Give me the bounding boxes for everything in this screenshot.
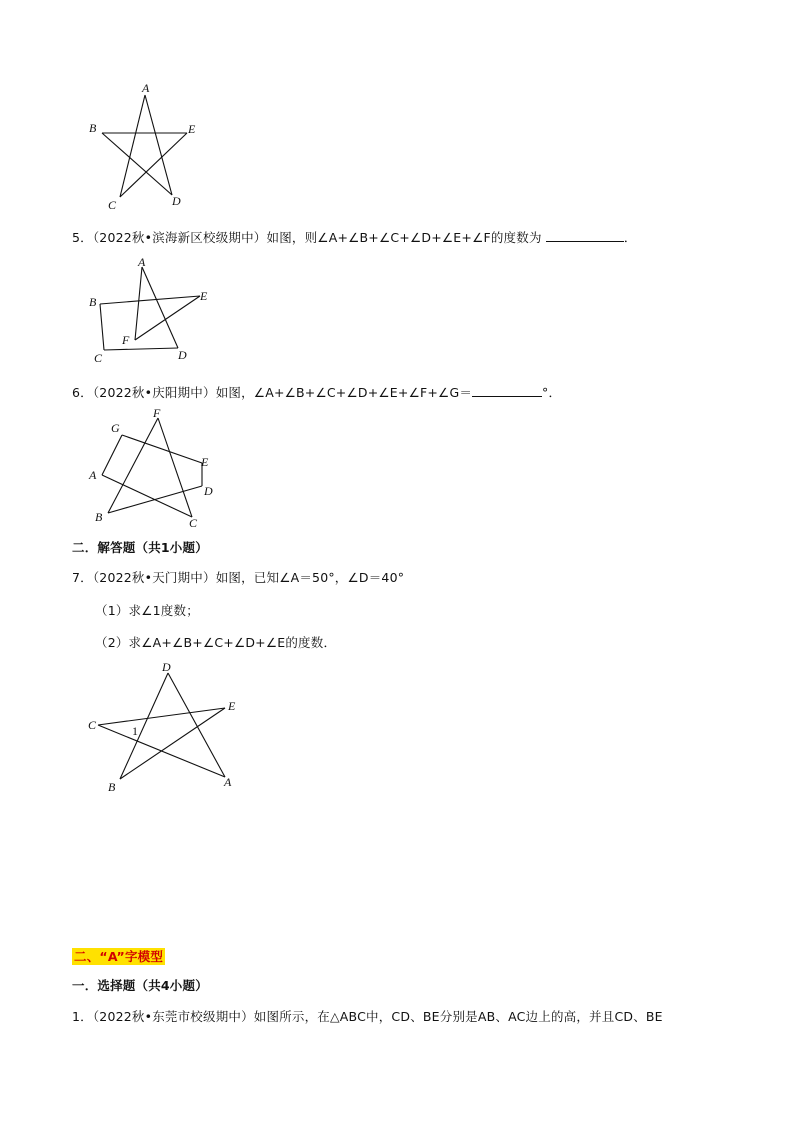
question-5-suffix: ． (623, 230, 637, 245)
question-5 (72, 228, 637, 246)
section-heading-choice: 一．选择题（共4小题） (72, 978, 208, 993)
segment-fe (135, 296, 200, 340)
segment-ad (142, 267, 178, 348)
figure-q7 (80, 655, 250, 795)
label-d: D (172, 194, 181, 208)
label-c: C (94, 351, 103, 365)
question-5-text: 5．（2022秋•滨海新区校级期中）如图，则∠A+∠B+∠C+∠D+∠E+∠F的度数为 (72, 230, 546, 245)
question-1: 1．（2022秋•东莞市校级期中）如图所示，在△ABC中，CD、BE分别是AB、AC边上的高，并且CD、BE (72, 1009, 663, 1024)
angle-1-label: 1 (132, 724, 138, 738)
answer-blank-5[interactable] (546, 229, 624, 242)
figure-q6 (80, 400, 230, 535)
question-7-part-2: （2）求∠A+∠B+∠C+∠D+∠E的度数． (95, 635, 337, 650)
answer-blank-6[interactable] (472, 384, 542, 397)
label-b: B (108, 780, 116, 794)
label-a: A (89, 468, 97, 482)
question-7-stem: 7．（2022秋•天门期中）如图，已知∠A＝50°，∠D＝40° (72, 570, 405, 585)
label-g: G (111, 421, 120, 435)
segment-da (168, 673, 225, 777)
segment-ec (120, 133, 187, 197)
label-e: E (200, 289, 208, 303)
label-b: B (89, 295, 97, 309)
figure-q5 (80, 252, 220, 367)
label-c: C (108, 198, 117, 212)
label-a: A (138, 255, 146, 269)
question-7-part-1: （1）求∠1度数； (95, 603, 199, 618)
segment-ga (102, 435, 122, 475)
segment-ac (120, 95, 145, 197)
segment-bd (108, 486, 202, 513)
question-6-text: 6．（2022秋•庆阳期中）如图，∠A+∠B+∠C+∠D+∠E+∠F+∠G＝ (72, 385, 473, 400)
label-e: E (228, 699, 236, 713)
label-e: E (188, 122, 196, 136)
star-diagram (80, 80, 200, 215)
figure-star-q4 (80, 80, 200, 215)
label-a: A (142, 81, 150, 95)
label-a: A (224, 775, 232, 789)
segment-cd (104, 348, 178, 350)
segment-bd (102, 133, 172, 195)
label-b: B (95, 510, 103, 524)
segment-ge (122, 435, 202, 463)
label-c: C (189, 516, 198, 530)
label-c: C (88, 718, 97, 732)
label-d: D (204, 484, 213, 498)
segment-fc (158, 418, 192, 517)
q5-diagram (80, 252, 220, 367)
segment-be (100, 296, 200, 304)
question-6 (72, 383, 561, 401)
segment-ad (145, 95, 172, 195)
label-f: F (122, 333, 130, 347)
segment-af (135, 267, 142, 340)
label-d: D (178, 348, 187, 362)
segment-bc (100, 304, 104, 350)
label-b: B (89, 121, 97, 135)
q6-diagram (80, 400, 230, 535)
label-d: D (162, 660, 171, 674)
label-e: E (201, 455, 209, 469)
label-f: F (153, 406, 161, 420)
model-heading-text: 二、“A”字模型 (74, 949, 164, 964)
segment-ce (98, 708, 225, 725)
model-heading (72, 947, 165, 965)
q7-diagram (80, 655, 250, 795)
section-heading-answer: 二．解答题（共1小题） (72, 540, 208, 555)
question-6-suffix: °． (542, 385, 562, 400)
